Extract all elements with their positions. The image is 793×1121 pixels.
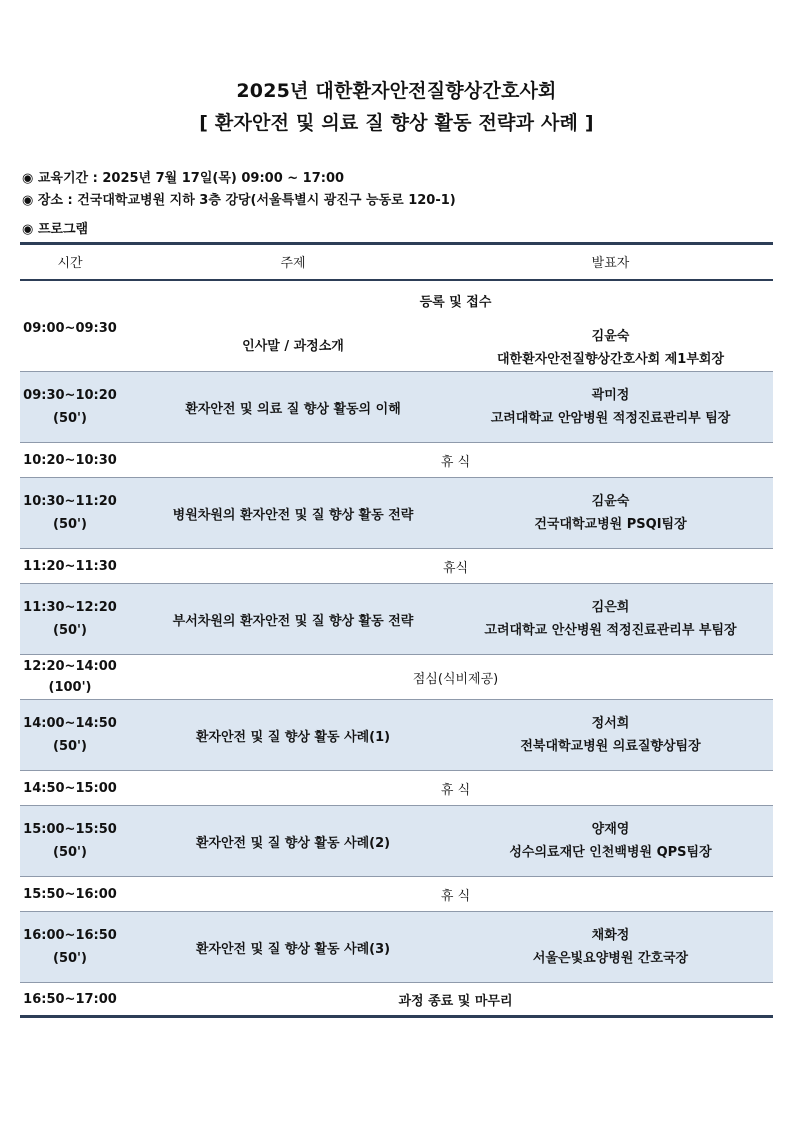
speaker-name: 김윤숙 bbox=[591, 494, 630, 509]
row-time: 10:20~10:30 bbox=[20, 443, 138, 478]
row-topic: 환자안전 및 질 향상 활동 사례(2) bbox=[138, 806, 448, 877]
speaker-name: 양재영 bbox=[591, 822, 630, 837]
duration: (50') bbox=[53, 951, 87, 966]
table-row bbox=[20, 280, 773, 372]
row-closing: 과정 종료 및 마무리 bbox=[138, 983, 773, 1017]
table-row bbox=[20, 912, 773, 983]
info-period: ◉ 교육기간 : 2025년 7월 17일(목) 09:00 ~ 17:00 bbox=[22, 171, 345, 186]
row-topic: 환자안전 및 의료 질 향상 활동의 이해 bbox=[138, 372, 448, 443]
row-lunch: 점심(식비제공) bbox=[138, 655, 773, 700]
duration: (50') bbox=[53, 845, 87, 860]
row-break: 휴 식 bbox=[138, 877, 773, 912]
row-topic: 인사말 / 과정소개 bbox=[242, 338, 344, 354]
speaker-name: 채화정 bbox=[591, 928, 630, 943]
table-row bbox=[20, 478, 773, 549]
table-header-row bbox=[20, 244, 773, 280]
table-row bbox=[20, 443, 773, 478]
time-range: 16:00~16:50 bbox=[23, 928, 117, 943]
table-row bbox=[20, 877, 773, 912]
time-range: 11:30~12:20 bbox=[23, 600, 117, 615]
row-speaker bbox=[448, 700, 773, 771]
row-break: 휴 식 bbox=[138, 443, 773, 478]
row-time bbox=[20, 372, 138, 443]
table-row bbox=[20, 983, 773, 1017]
row-time bbox=[20, 806, 138, 877]
page-subtitle: [ 환자안전 및 의료 질 향상 활동 전략과 사례 ] bbox=[199, 112, 594, 134]
row-time: 15:50~16:00 bbox=[20, 877, 138, 912]
row-speaker bbox=[448, 372, 773, 443]
page-title: 2025년 대한환자안전질향상간호사회 bbox=[236, 80, 557, 102]
row-break: 휴 식 bbox=[138, 771, 773, 806]
row-time bbox=[20, 700, 138, 771]
duration: (50') bbox=[53, 739, 87, 754]
time-range: 15:00~15:50 bbox=[23, 822, 117, 837]
header-topic: 주제 bbox=[138, 244, 448, 280]
time-range: 09:30~10:20 bbox=[23, 388, 117, 403]
row-speaker bbox=[448, 325, 773, 371]
speaker-affiliation: 서울은빛요양병원 간호국장 bbox=[532, 951, 689, 966]
row-registration-block bbox=[138, 280, 773, 372]
speaker-affiliation: 고려대학교 안산병원 적정진료관리부 부팀장 bbox=[484, 623, 737, 638]
program-table bbox=[20, 242, 773, 1018]
row-time: 09:00~09:30 bbox=[20, 280, 138, 372]
row-time bbox=[20, 655, 138, 700]
row-time bbox=[20, 584, 138, 655]
speaker-affiliation: 고려대학교 안암병원 적정진료관리부 팀장 bbox=[490, 411, 731, 426]
table-row bbox=[20, 700, 773, 771]
time-range: 10:30~11:20 bbox=[23, 494, 117, 509]
row-time: 16:50~17:00 bbox=[20, 983, 138, 1017]
row-topic: 환자안전 및 질 향상 활동 사례(3) bbox=[138, 912, 448, 983]
row-time: 14:50~15:00 bbox=[20, 771, 138, 806]
speaker-name: 김윤숙 bbox=[591, 328, 630, 344]
speaker-affiliation: 건국대학교병원 PSQI팀장 bbox=[534, 517, 687, 532]
table-row bbox=[20, 372, 773, 443]
header-speaker: 발표자 bbox=[448, 244, 773, 280]
table-row bbox=[20, 655, 773, 700]
table-row bbox=[20, 549, 773, 584]
row-topic: 병원차원의 환자안전 및 질 향상 활동 전략 bbox=[138, 478, 448, 549]
time-range: 14:00~14:50 bbox=[23, 716, 117, 731]
row-speaker bbox=[448, 478, 773, 549]
row-speaker bbox=[448, 584, 773, 655]
speaker-affiliation: 전북대학교병원 의료질향상팀장 bbox=[520, 739, 701, 754]
row-time bbox=[20, 478, 138, 549]
speaker-affiliation: 성수의료재단 인천백병원 QPS팀장 bbox=[509, 845, 712, 860]
speaker-name: 김은희 bbox=[591, 600, 630, 615]
row-speaker bbox=[448, 912, 773, 983]
speaker-affiliation: 대한환자안전질향상간호사회 제1부회장 bbox=[496, 351, 725, 367]
duration: (100') bbox=[48, 680, 92, 695]
time-range: 12:20~14:00 bbox=[23, 659, 117, 674]
table-row bbox=[20, 806, 773, 877]
header-time: 시간 bbox=[20, 244, 138, 280]
speaker-name: 정서희 bbox=[591, 716, 630, 731]
row-speaker bbox=[448, 806, 773, 877]
row-topic: 환자안전 및 질 향상 활동 사례(1) bbox=[138, 700, 448, 771]
table-row bbox=[20, 584, 773, 655]
info-location: ◉ 장소 : 건국대학교병원 지하 3층 강당(서울특별시 광진구 능동로 120-1) bbox=[22, 193, 456, 208]
speaker-name: 곽미정 bbox=[591, 388, 630, 403]
duration: (50') bbox=[53, 517, 87, 532]
info-program-heading: ◉ 프로그램 bbox=[22, 222, 89, 237]
table-row bbox=[20, 771, 773, 806]
row-break: 휴식 bbox=[138, 549, 773, 584]
row-time: 11:20~11:30 bbox=[20, 549, 138, 584]
duration: (50') bbox=[53, 411, 87, 426]
duration: (50') bbox=[53, 623, 87, 638]
row-time bbox=[20, 912, 138, 983]
registration-label: 등록 및 접수 bbox=[419, 294, 492, 310]
row-topic: 부서차원의 환자안전 및 질 향상 활동 전략 bbox=[138, 584, 448, 655]
